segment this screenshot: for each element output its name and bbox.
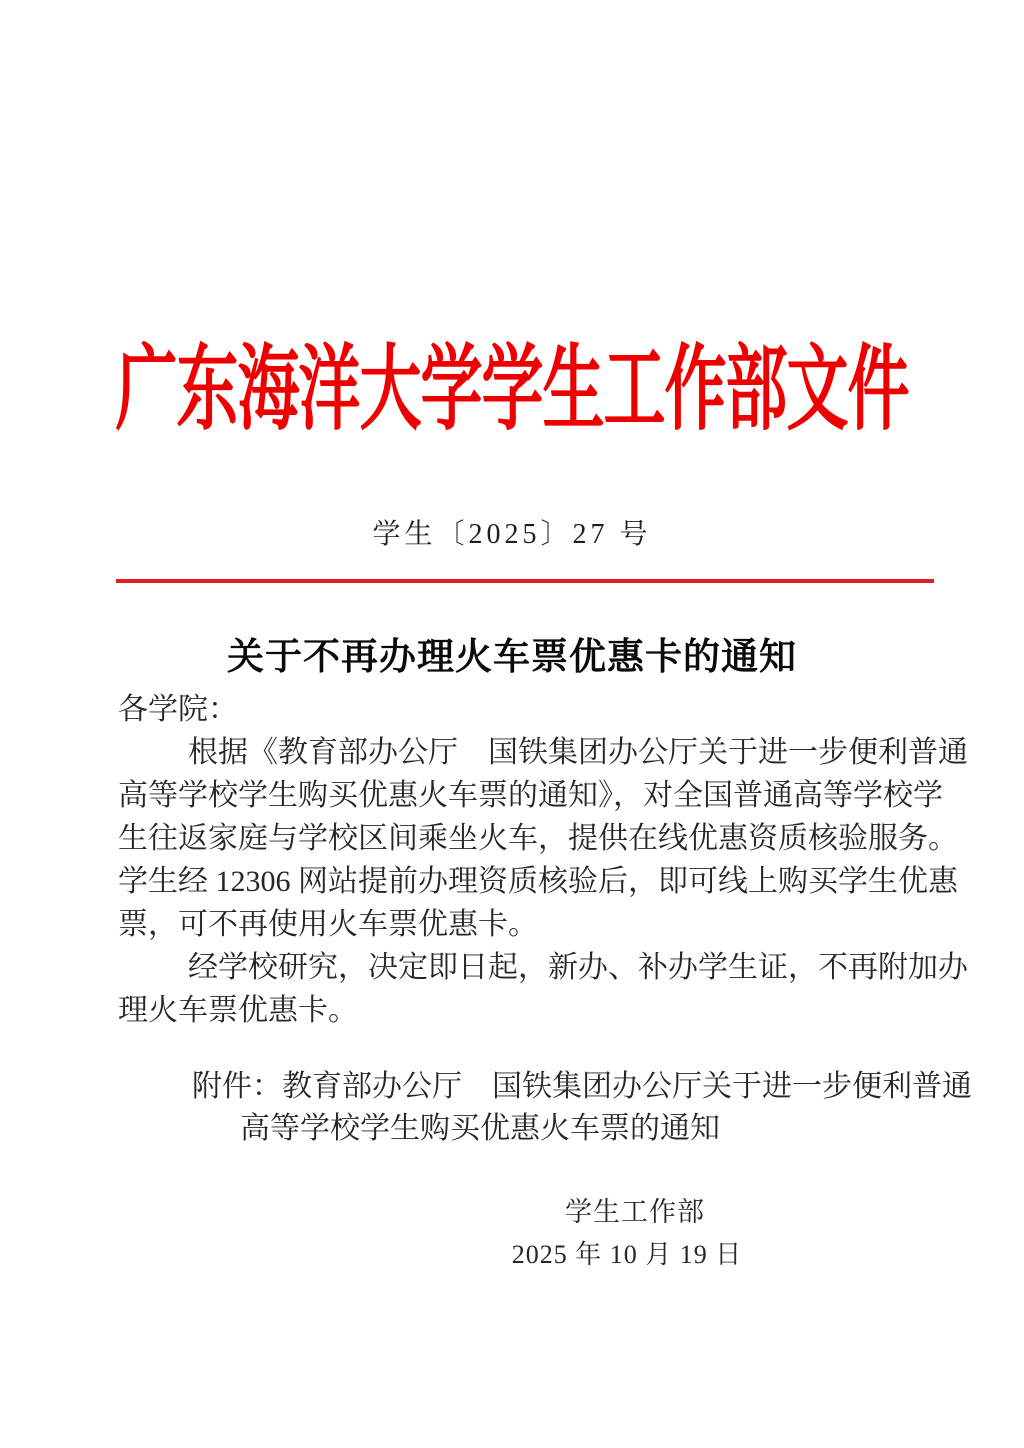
body-line: 票，可不再使用火车票优惠卡。 [118,908,538,941]
salutation: 各学院： [118,693,238,726]
body-line: 高等学校学生购买优惠火车票的通知》，对全国普通高等学校学 [118,779,943,812]
document-body [118,688,968,1032]
attachment-note [118,1066,972,1150]
signing-date: 2025 年 10 月 19 日 [511,1240,743,1269]
signing-department: 学生工作部 [565,1197,705,1227]
body-line: 根据《教育部办公厅 国铁集团办公厅关于进一步便利普通 [188,736,968,769]
red-separator-rule [116,579,934,583]
notice-title: 关于不再办理火车票优惠卡的通知 [227,637,797,678]
attachment-line: 附件：教育部办公厅 国铁集团办公厅关于进一步便利普通 [192,1070,972,1103]
body-line: 生往返家庭与学校区间乘坐火车，提供在线优惠资质核验服务。 [118,822,958,855]
body-line: 学生经 12306 网站提前办理资质核验后，即可线上购买学生优惠 [118,865,958,898]
body-line: 理火车票优惠卡。 [118,994,358,1027]
document-number: 学生〔2025〕27 号 [372,519,652,550]
body-line: 经学校研究，决定即日起，新办、补办学生证，不再附加办 [188,951,968,984]
document-masthead: 广东海洋大学学生工作部文件 [115,340,909,442]
attachment-line: 高等学校学生购买优惠火车票的通知 [240,1112,720,1145]
